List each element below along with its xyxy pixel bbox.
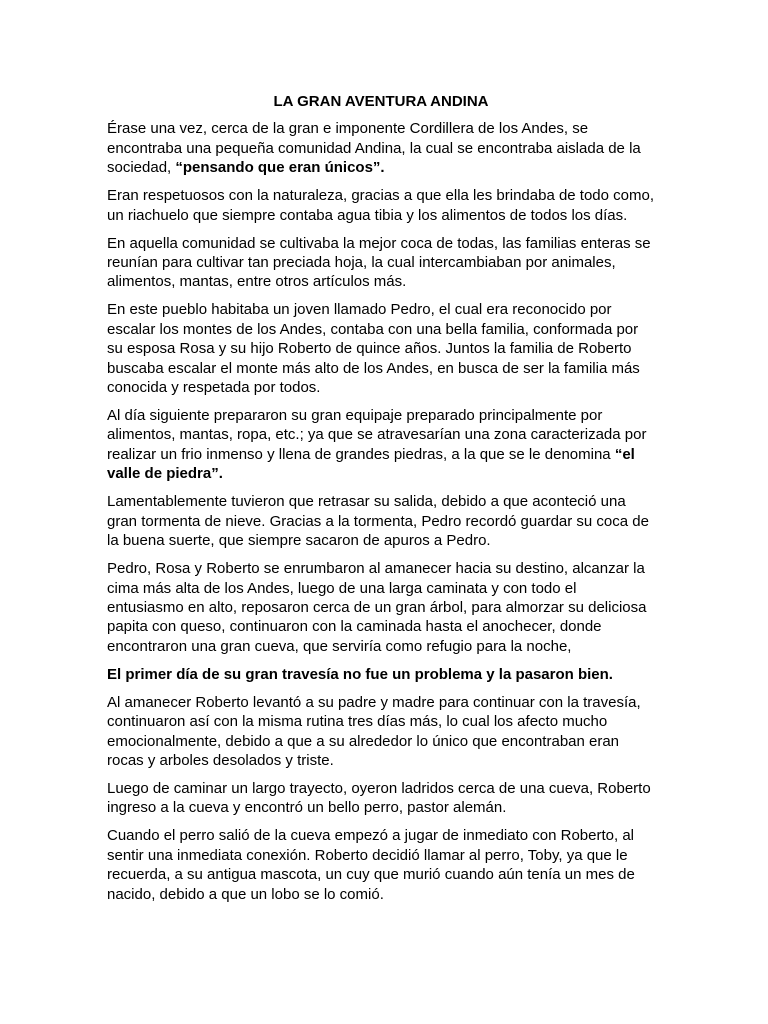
paragraph-10: [107, 779, 655, 818]
paragraph-text: Érase una vez, cerca de la gran e imponente Cordillera de los Andes, se encontraba una pequeña comunidad Andina, la cual se encontraba aislada de la sociedad,: [107, 120, 641, 177]
paragraph-4: [107, 300, 655, 397]
paragraph-6: [107, 492, 655, 550]
paragraph-5: [107, 406, 655, 484]
paragraph-1: [107, 119, 655, 177]
paragraph-11: [107, 826, 655, 904]
paragraph-bold-text: “pensando que eran únicos”.: [175, 159, 385, 177]
paragraph-9: [107, 693, 655, 771]
paragraph-2: [107, 186, 655, 225]
paragraph-text: Eran respetuosos con la naturaleza, gracias a que ella les brindaba de todo como, un riachuelo que siempre contaba agua tibia y los alimentos de todos los días.: [107, 187, 655, 224]
paragraph-8: [107, 665, 655, 684]
document-page: [107, 92, 655, 913]
paragraph-text: Al día siguiente prepararon su gran equipaje preparado principalmente por alimentos, mantas, ropa, etc.; ya que se atravesarían una zona caracterizada por realizar un frio inmenso y llena de grandes piedras, a la que se le denomina: [107, 407, 647, 463]
paragraph-text: Al amanecer Roberto levantó a su padre y madre para continuar con la travesía, continuaron así con la misma rutina tres días más, lo cual los afecto mucho emocionalmente, debido a que a su alrededor lo único que encontraban eran rocas y arboles desolados y triste.: [107, 693, 641, 769]
paragraph-bold-text: “el valle de piedra”.: [107, 445, 635, 483]
paragraph-bold-text: El primer día de su gran travesía no fue un problema y la pasaron bien.: [107, 665, 613, 683]
paragraph-text: En aquella comunidad se cultivaba la mejor coca de todas, las familias enteras se reunían para cultivar tan preciada hoja, la cual intercambiaban por animales, alimentos, mantas, entre otros artículos más.: [107, 234, 651, 291]
paragraph-text: Luego de caminar un largo trayecto, oyeron ladridos cerca de una cueva, Roberto ingreso a la cueva y encontró un bello perro, pastor alemán.: [107, 779, 651, 817]
paragraph-text: Cuando el perro salió de la cueva empezó a jugar de inmediato con Roberto, al sentir una inmediata conexión. Roberto decidió llamar al perro, Toby, ya que le recuerda, a su antigua mascota, un cuy que murió cuando aún tenía un mes de nacido, debido a que un lobo se lo comió.: [107, 827, 635, 903]
document-title: LA GRAN AVENTURA ANDINA: [273, 93, 489, 110]
paragraph-text: Pedro, Rosa y Roberto se enrumbaron al amanecer hacia su destino, alcanzar la cima más alta de los Andes, luego de una larga caminata y con todo el entusiasmo en alto, reposaron cerca de un gran árbol, para almorzar su deliciosa papita con queso, continuaron con la caminada hasta el anochecer, donde encontraron una gran cueva, que serviría como refugio para la noche,: [107, 560, 647, 655]
paragraph-text: En este pueblo habitaba un joven llamado Pedro, el cual era reconocido por escalar los montes de los Andes, contaba con una bella familia, conformada por su esposa Rosa y su hijo Roberto de quince años. Juntos la familia de Roberto buscaba escalar el monte más alto de los Andes, en busca de ser la familia más conocida y respetada por todos.: [107, 301, 640, 397]
paragraph-7: [107, 559, 655, 656]
paragraph-3: [107, 234, 655, 292]
paragraph-text: Lamentablemente tuvieron que retrasar su salida, debido a que aconteció una gran tormenta de nieve. Gracias a la tormenta, Pedro recordó guardar su coca de la buena suerte, que siempre sacaron de apuros a Pedro.: [107, 493, 649, 550]
